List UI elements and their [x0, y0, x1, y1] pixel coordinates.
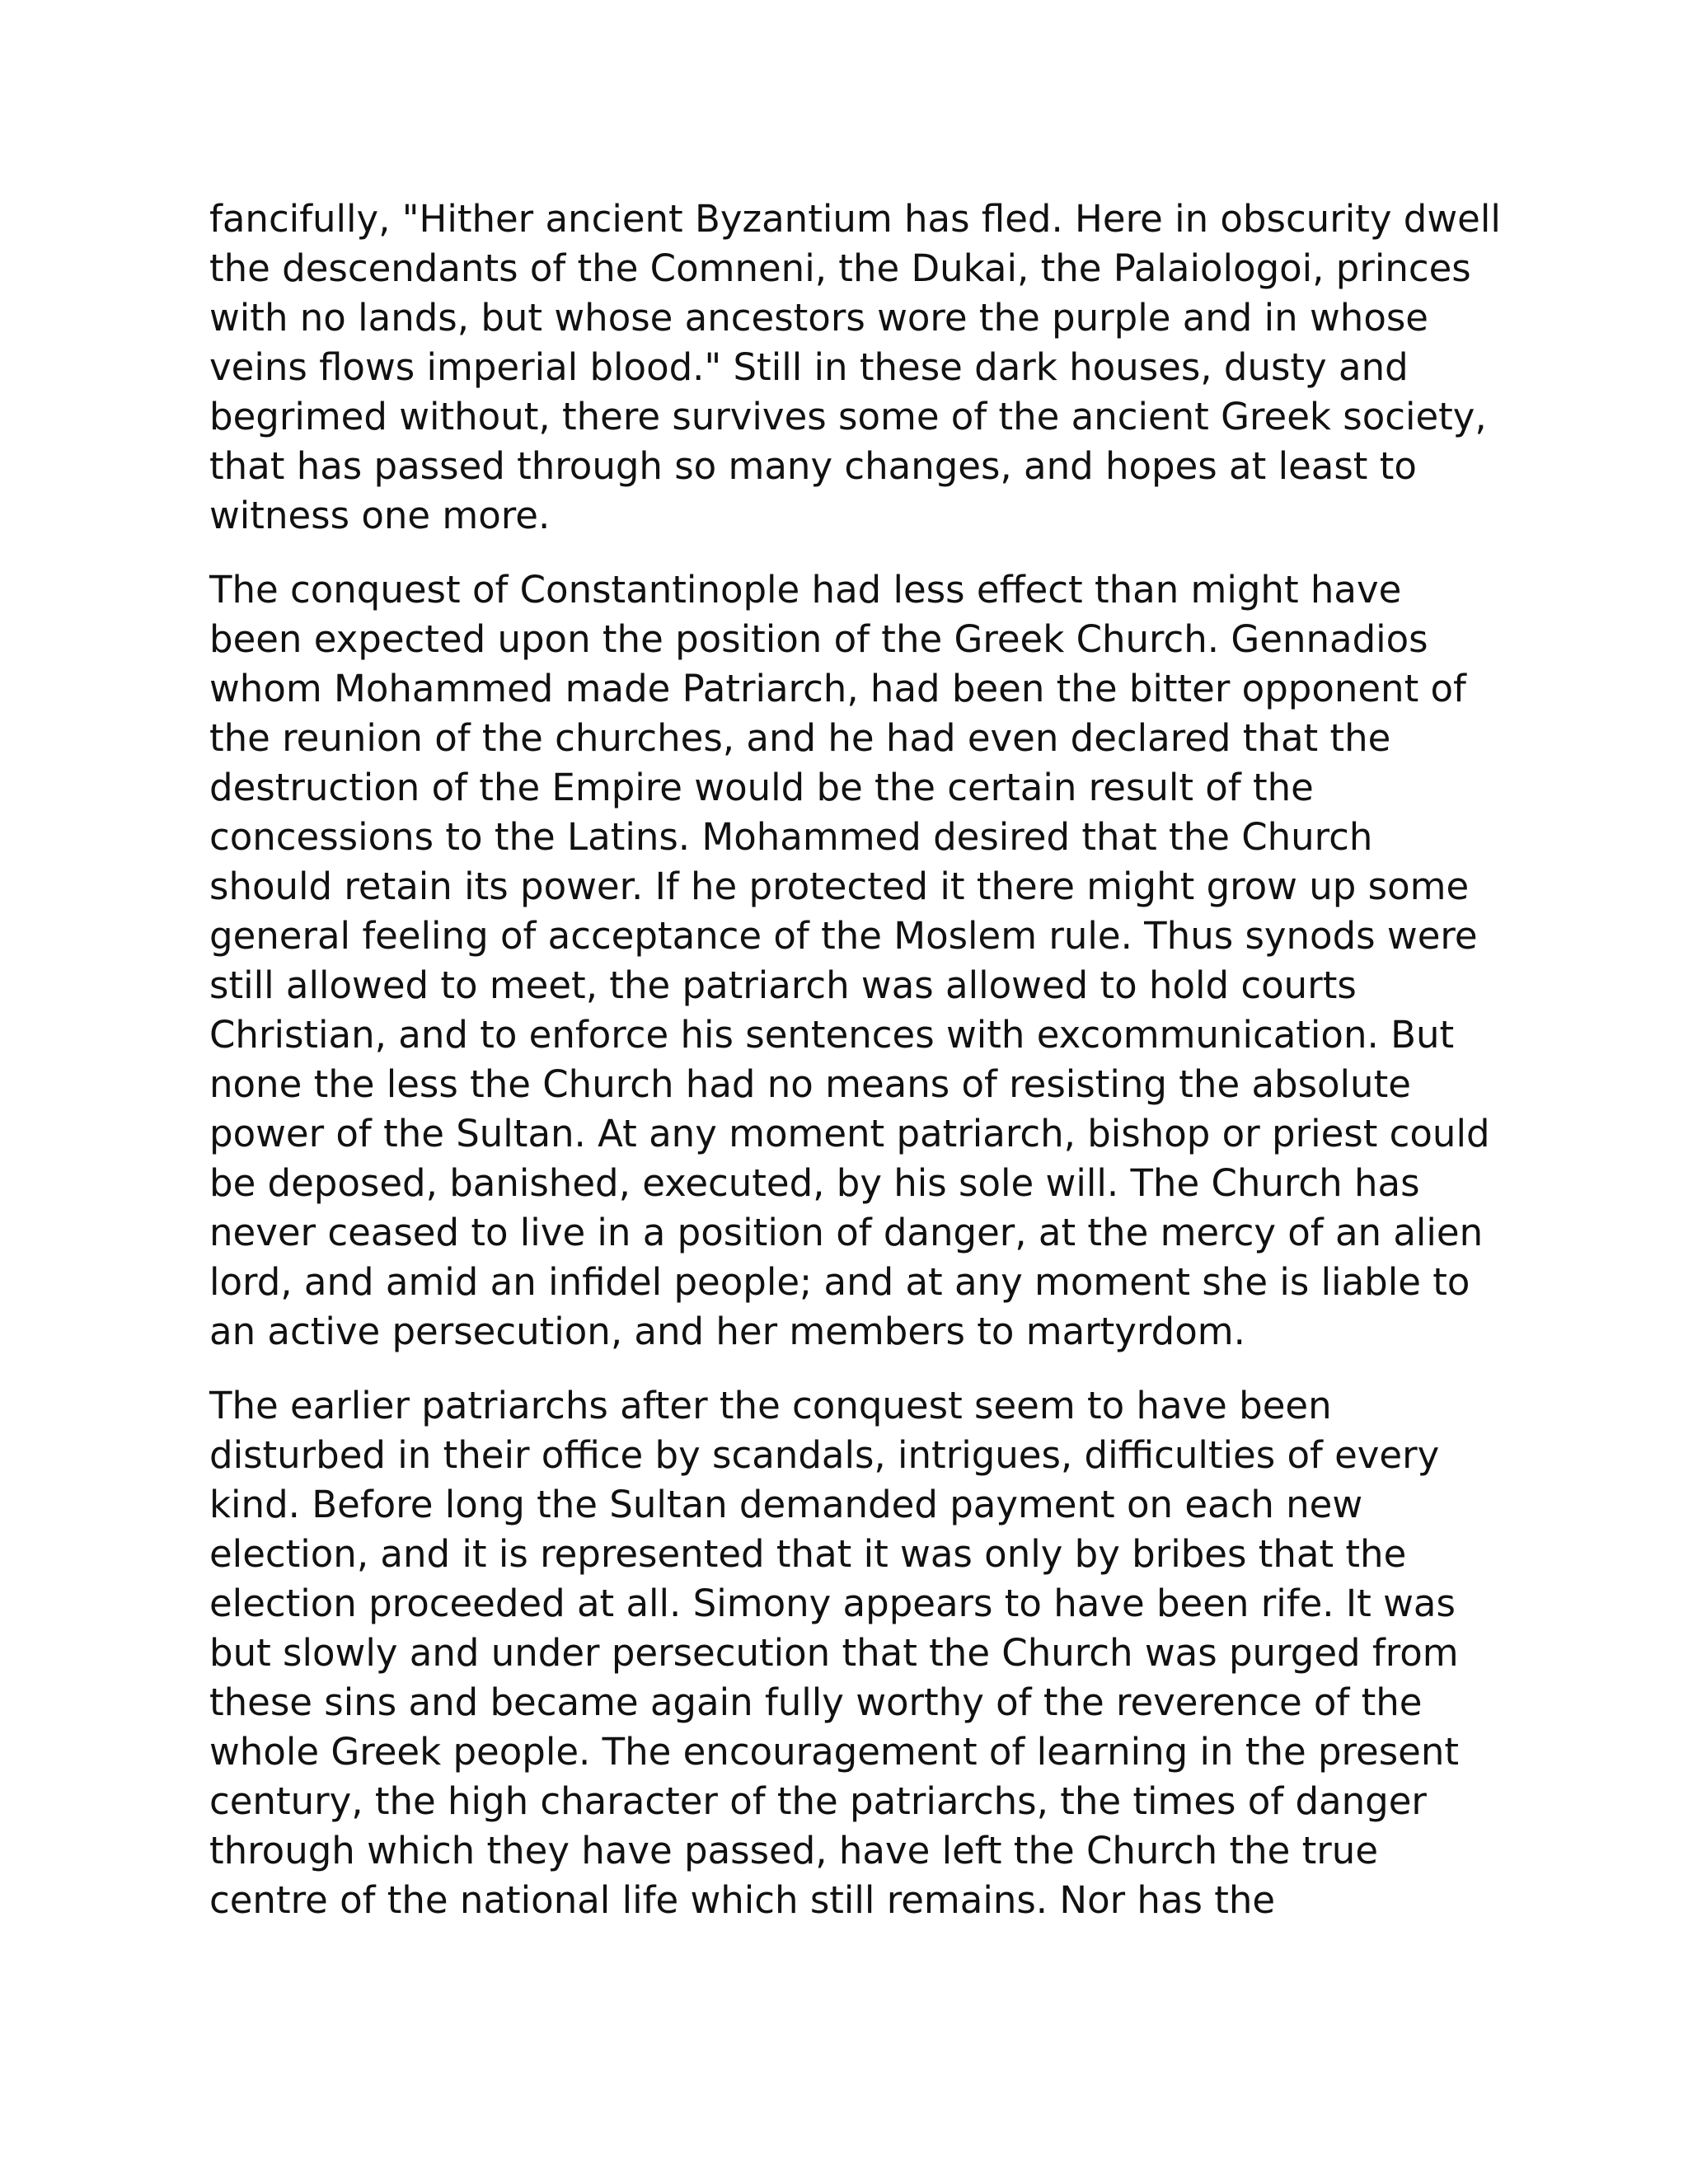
text-line: whole Greek people. The encouragement of learning in the present: [209, 1730, 1460, 1774]
text-line: the reunion of the churches, and he had even declared that the: [209, 716, 1391, 760]
text-line: Christian, and to enforce his sentences with excommunication. But: [209, 1013, 1455, 1057]
text-line: been expected upon the position of the Greek Church. Gennadios: [209, 617, 1428, 661]
text-line: should retain its power. If he protected it there might grow up some: [209, 865, 1470, 908]
text-line: none the less the Church had no means of resisting the absolute: [209, 1062, 1411, 1106]
text-line: The earlier patriarchs after the conquest seem to have been: [209, 1384, 1332, 1427]
text-line: disturbed in their office by scandals, intrigues, difficulties of every: [209, 1433, 1440, 1477]
text-line: kind. Before long the Sultan demanded payment on each new: [209, 1483, 1363, 1526]
text-line: election proceeded at all. Simony appears to have been rife. It was: [209, 1582, 1456, 1625]
text-line: with no lands, but whose ancestors wore the purple and in whose: [209, 296, 1428, 340]
text-line: destruction of the Empire would be the certain result of the: [209, 766, 1314, 809]
text-line: witness one more.: [209, 494, 551, 537]
text-line: general feeling of acceptance of the Moslem rule. Thus synods were: [209, 914, 1478, 958]
text-line: whom Mohammed made Patriarch, had been the bitter opponent of: [209, 667, 1466, 710]
text-line: concessions to the Latins. Mohammed desired that the Church: [209, 815, 1373, 859]
text-line: centre of the national life which still remains. Nor has the: [209, 1878, 1276, 1922]
text-line: fancifully, "Hither ancient Byzantium has fled. Here in obscurity dwell: [209, 197, 1501, 241]
text-line: still allowed to meet, the patriarch was allowed to hold courts: [209, 963, 1357, 1007]
text-line: power of the Sultan. At any moment patriarch, bishop or priest could: [209, 1112, 1490, 1155]
paragraph-3: [209, 1381, 1495, 1925]
text-line: the descendants of the Comneni, the Dukai, the Palaiologoi, princes: [209, 246, 1471, 290]
text-line: be deposed, banished, executed, by his sole will. The Church has: [209, 1161, 1420, 1205]
body-text: [209, 194, 1501, 1950]
text-line: begrimed without, there survives some of the ancient Greek society,: [209, 395, 1487, 438]
text-line: The conquest of Constantinople had less effect than might have: [209, 568, 1402, 612]
paragraph-1: [209, 194, 1501, 541]
text-line: but slowly and under persecution that the Church was purged from: [209, 1631, 1459, 1675]
text-line: election, and it is represented that it was only by bribes that the: [209, 1532, 1407, 1576]
text-line: that has passed through so many changes, and hopes at least to: [209, 444, 1417, 488]
text-line: an active persecution, and her members to martyrdom.: [209, 1310, 1245, 1353]
text-line: never ceased to live in a position of danger, at the mercy of an alien: [209, 1211, 1484, 1254]
text-line: veins flows imperial blood." Still in these dark houses, dusty and: [209, 345, 1409, 389]
text-line: these sins and became again fully worthy of the reverence of the: [209, 1680, 1423, 1724]
paragraph-2: [209, 565, 1495, 1357]
text-line: through which they have passed, have left the Church the true: [209, 1829, 1379, 1872]
text-line: lord, and amid an infidel people; and at any moment she is liable to: [209, 1260, 1470, 1304]
text-line: century, the high character of the patriarchs, the times of danger: [209, 1779, 1427, 1823]
